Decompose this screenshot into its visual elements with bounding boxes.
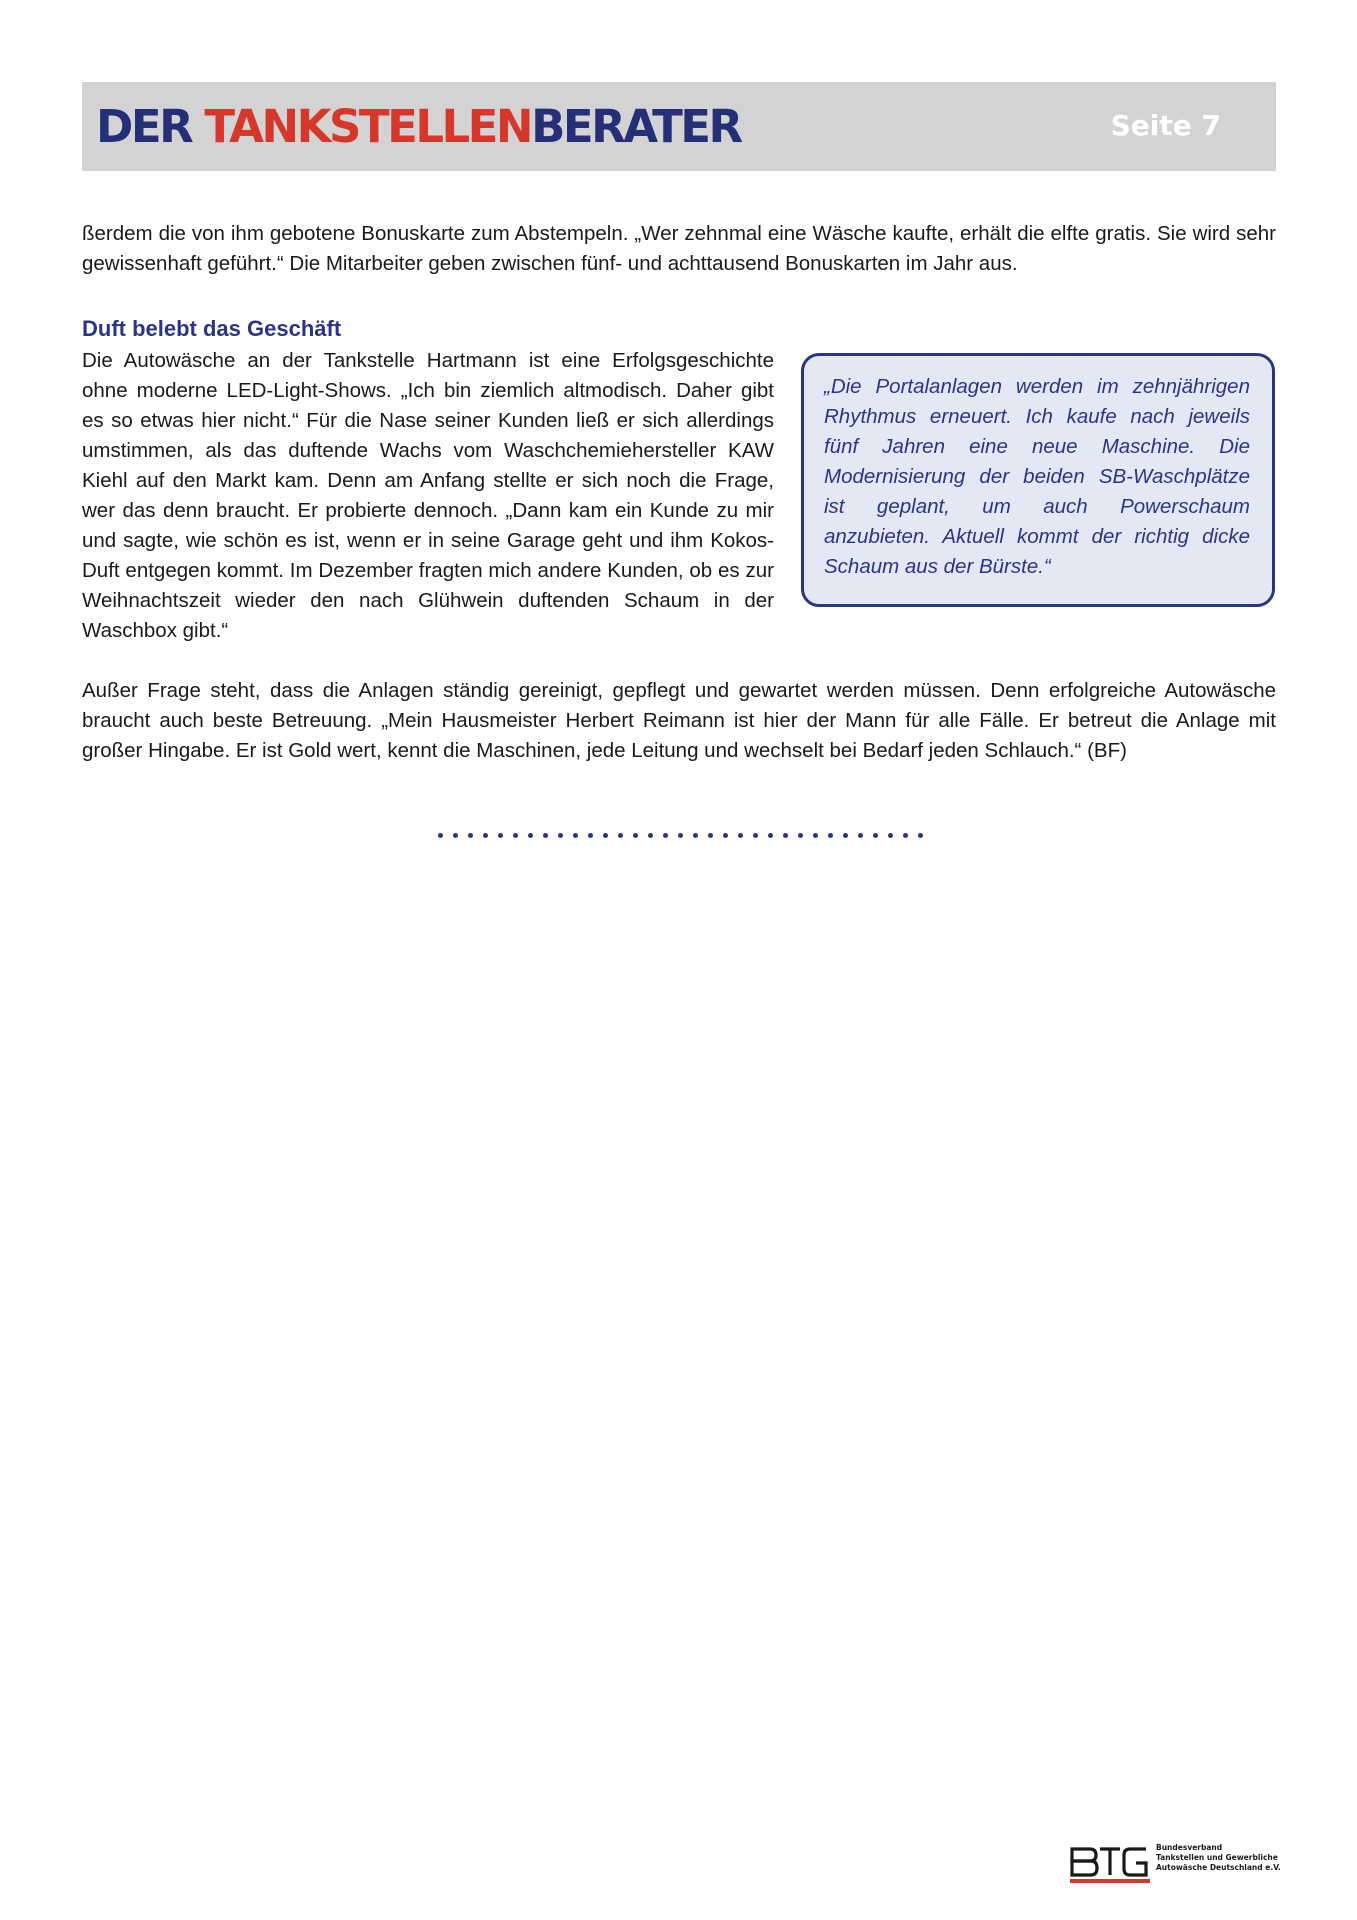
pull-quote-box	[801, 353, 1275, 607]
divider-dot	[918, 833, 923, 838]
divider-dot	[528, 833, 533, 838]
btg-logo-icon	[1068, 1843, 1152, 1889]
footer-org-line1: Bundesverband	[1156, 1843, 1223, 1852]
divider-dot	[618, 833, 623, 838]
divider-dot	[873, 833, 878, 838]
divider-dot	[513, 833, 518, 838]
divider-dot	[648, 833, 653, 838]
divider-dot	[543, 833, 548, 838]
logo-part-der: DER	[96, 100, 205, 153]
divider-dot	[813, 833, 818, 838]
divider-dot	[588, 833, 593, 838]
divider-dot	[573, 833, 578, 838]
divider-dot	[828, 833, 833, 838]
divider-dot	[708, 833, 713, 838]
footer-btg-logo	[1068, 1843, 1280, 1889]
divider-dot	[783, 833, 788, 838]
page-header	[82, 82, 1276, 171]
footer-org-line2: Tankstellen und Gewerbliche	[1156, 1853, 1278, 1862]
divider-dot	[888, 833, 893, 838]
section-divider-dots	[438, 833, 923, 841]
pull-quote-text: „Die Portalanlagen werden im zehnjährigen Rhythmus erneuert. Ich kaufe nach jeweils fünf Jahren eine neue Maschine. Die Modernisierung der beiden SB-Waschplätze ist geplant, um auch Powerschaum anzubieten. Aktuell kommt der richtig dicke Schaum aus der Bürste.“	[824, 375, 1250, 578]
closing-paragraph: Außer Frage steht, dass die Anlagen ständig gereinigt, gepflegt und gewartet werden müssen. Denn erfolgreiche Autowäsche braucht auch beste Betreuung. „Mein Hausmeister Herbert Reimann ist hier der Mann für alle Fälle. Er betreut die Anlage mit großer Hingabe. Er ist Gold wert, kennt die Maschinen, jede Leitung und wechselt bei Bedarf jeden Schlauch.“ (BF)	[82, 679, 1276, 762]
page-number: Seite 7	[1110, 109, 1221, 142]
divider-dot	[693, 833, 698, 838]
divider-dot	[603, 833, 608, 838]
divider-dot	[768, 833, 773, 838]
footer-org-line3: Autowäsche Deutschland e.V.	[1156, 1863, 1281, 1872]
divider-dot	[843, 833, 848, 838]
divider-dot	[903, 833, 908, 838]
logo-part-berater: BERATER	[531, 100, 741, 153]
footer-org-name	[1156, 1843, 1281, 1873]
divider-dot	[663, 833, 668, 838]
divider-dot	[633, 833, 638, 838]
divider-dot	[453, 833, 458, 838]
divider-dot	[723, 833, 728, 838]
intro-paragraph: ßerdem die von ihm gebotene Bonuskarte zum Abstempeln. „Wer zehnmal eine Wäsche kaufte, erhält die elfte gratis. Sie wird sehr gewissenhaft geführt.“ Die Mitarbeiter geben zwischen fünf- und achttausend Bonuskarten im Jahr aus.	[82, 222, 1276, 275]
divider-dot	[483, 833, 488, 838]
column-paragraph: Die Autowäsche an der Tankstelle Hartmann ist eine Erfolgsgeschichte ohne moderne LED-Light-Shows. „Ich bin ziemlich altmodisch. Daher gibt es so etwas hier nicht.“ Für die Nase seiner Kunden ließ er sich allerdings umstimmen, als das duftende Wachs vom Waschchemiehersteller KAW Kiehl auf den Markt kam. Denn am Anfang stellte er sich noch die Frage, wer das denn braucht. Er probierte dennoch. „Dann kam ein Kunde zu mir und sagte, wie schön es ist, wenn er in seine Garage geht und ihm Kokos-Duft entgegen kommt. Im Dezember fragten mich andere Kunden, ob es zur Weihnachtszeit wieder den nach Glühwein duftenden Schaum in der Waschbox gibt.“	[82, 349, 774, 642]
logo-part-tankstellen: TANKSTELLEN	[204, 100, 532, 153]
divider-dot	[438, 833, 443, 838]
divider-dot	[558, 833, 563, 838]
section-heading: Duft belebt das Geschäft	[82, 316, 342, 341]
divider-dot	[498, 833, 503, 838]
publication-logo	[96, 99, 741, 155]
divider-dot	[798, 833, 803, 838]
divider-dot	[858, 833, 863, 838]
divider-dot	[753, 833, 758, 838]
divider-dot	[738, 833, 743, 838]
divider-dot	[468, 833, 473, 838]
divider-dot	[678, 833, 683, 838]
